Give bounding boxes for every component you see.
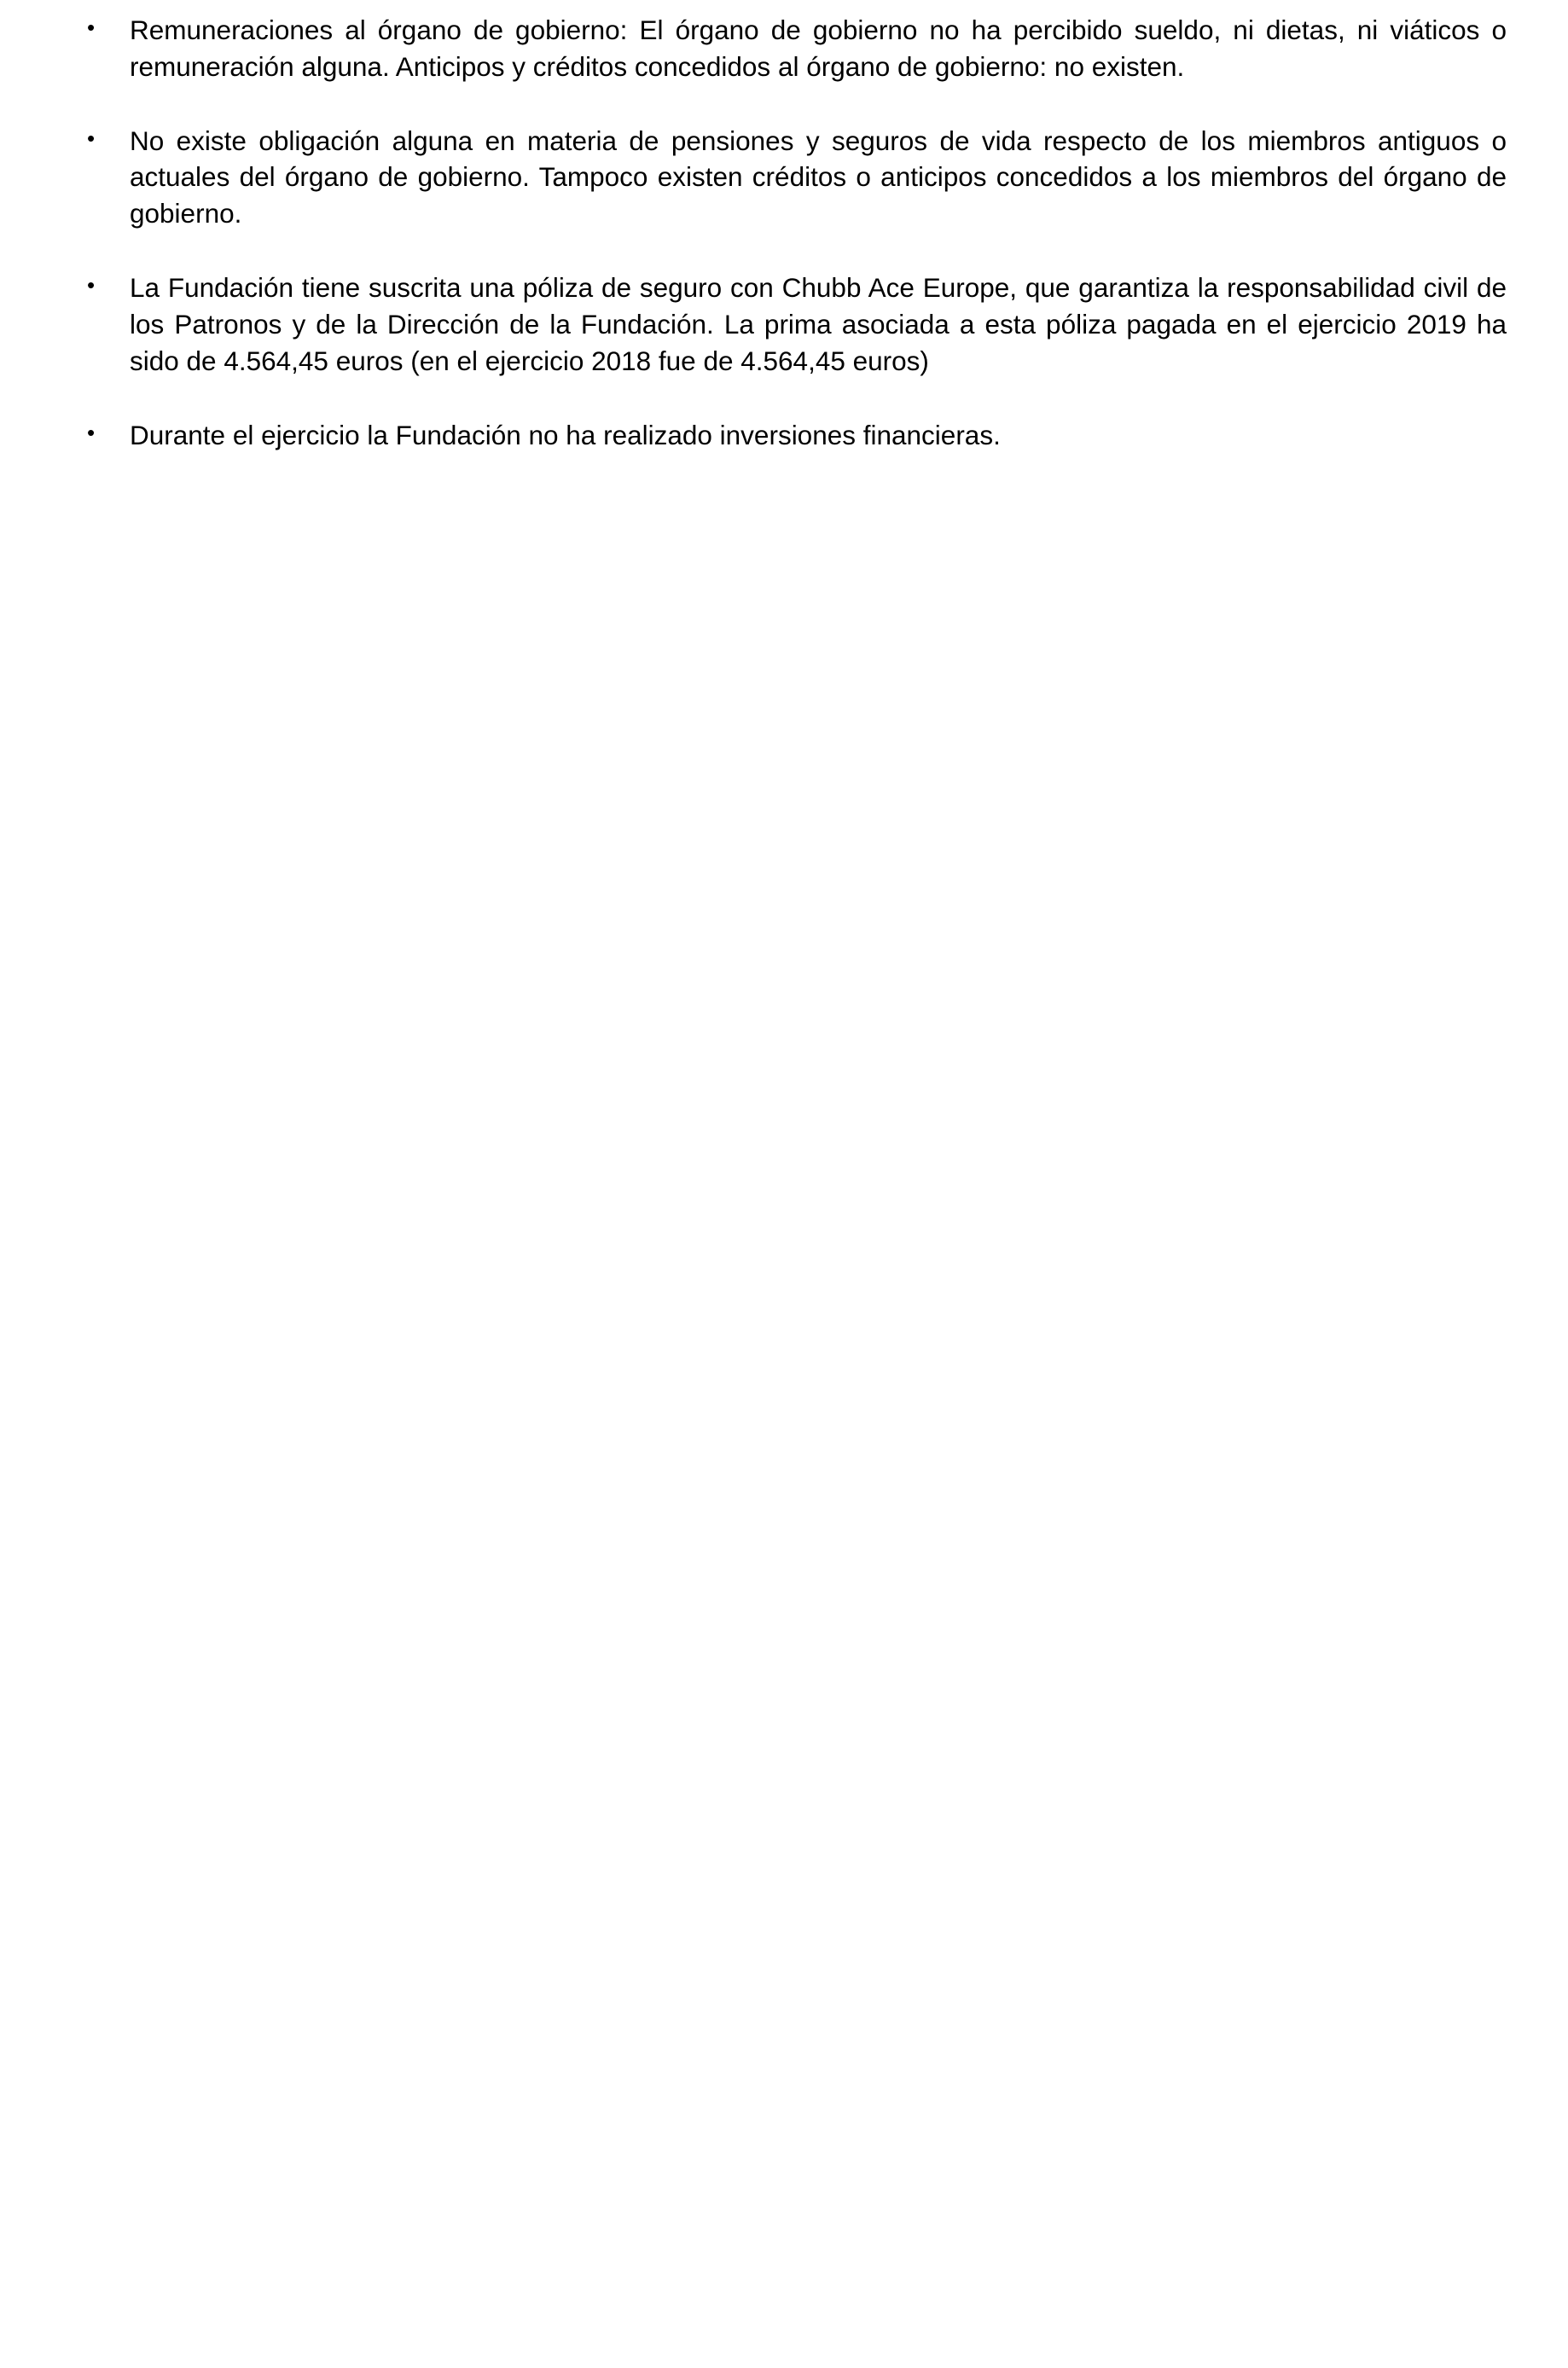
list-item-text: La Fundación tiene suscrita una póliza de seguro con Chubb Ace Europe, que garantiza la responsabilidad civil de los Patronos y de la Dirección de la Fundación. La prima asociada a esta póliza pagada en el ejercicio 2019 ha sido de 4.564,45 euros (en el ejercicio 2018 fue de 4.564,45 euros): [130, 272, 1507, 376]
list-item: [61, 123, 1507, 232]
bullet-point-icon: •: [87, 125, 96, 151]
bullet-list: [61, 12, 1507, 453]
list-item: [61, 417, 1507, 454]
bullet-point-icon: •: [87, 419, 96, 445]
list-item-text: No existe obligación alguna en materia de pensiones y seguros de vida respecto de los miembros antiguos o actuales del órgano de gobierno. Tampoco existen créditos o anticipos concedidos a los miembros del órgano de gobierno.: [130, 125, 1507, 229]
bullet-point-icon: •: [87, 272, 96, 299]
list-item-text: Durante el ejercicio la Fundación no ha realizado inversiones financieras.: [130, 419, 1001, 450]
list-item: [61, 270, 1507, 379]
list-item: [61, 12, 1507, 85]
bullet-point-icon: •: [87, 15, 96, 40]
list-item-text: Remuneraciones al órgano de gobierno: El órgano de gobierno no ha percibido sueldo, ni dietas, ni viáticos o remuneración alguna. Anticipos y créditos concedidos al órgano de gobierno: no existen.: [130, 15, 1507, 82]
